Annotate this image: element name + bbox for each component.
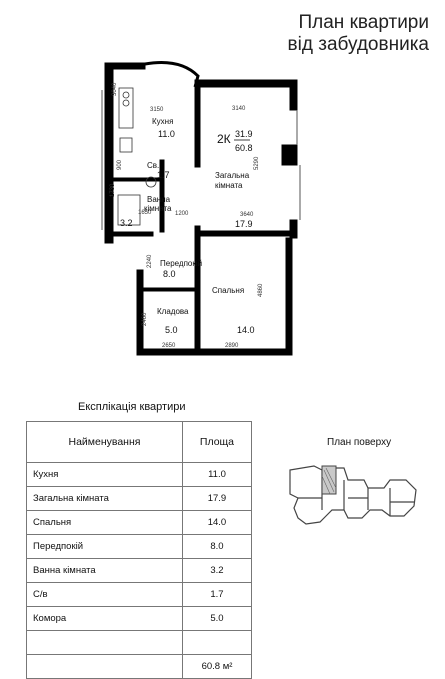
table-cell-area: 11.0 bbox=[182, 463, 251, 487]
table-cell-name: Комора bbox=[27, 607, 183, 631]
room-hall-area: 8.0 bbox=[163, 269, 176, 279]
table-cell-area: 8.0 bbox=[182, 535, 251, 559]
table-cell-total: 60.8 м² bbox=[182, 655, 251, 679]
plan-title-line1: План квартири bbox=[298, 12, 429, 33]
table-cell-area: 5.0 bbox=[182, 607, 251, 631]
room-bath-label-2: кімната bbox=[144, 204, 172, 213]
room-bath-area: 3.2 bbox=[120, 218, 133, 228]
apartment-total-area: 60.8 bbox=[235, 143, 253, 153]
table-row-empty bbox=[27, 631, 252, 655]
dim-living-depth: 5290 bbox=[254, 156, 260, 170]
table-cell-area: 1.7 bbox=[182, 583, 251, 607]
dim-bath-length: 1730 bbox=[110, 183, 116, 197]
table-row bbox=[27, 583, 252, 607]
table-cell-name: Передпокій bbox=[27, 535, 183, 559]
table-row bbox=[27, 535, 252, 559]
dim-kitchen-width: 3150 bbox=[150, 107, 164, 113]
table-row-total bbox=[27, 655, 252, 679]
room-wc-label: Св. bbox=[147, 161, 160, 170]
room-living-area: 17.9 bbox=[235, 219, 253, 229]
table-row bbox=[27, 511, 252, 535]
table-cell-name: Ванна кімната bbox=[27, 559, 183, 583]
table-cell-empty bbox=[27, 655, 183, 679]
table-cell-area: 17.9 bbox=[182, 487, 251, 511]
table-cell-empty bbox=[182, 631, 251, 655]
explication-col-area: Площа bbox=[182, 422, 251, 463]
room-bedroom-area: 14.0 bbox=[237, 325, 255, 335]
dim-storage-width: 2650 bbox=[162, 343, 176, 349]
floor-plan-title: План поверху bbox=[327, 437, 392, 448]
dim-bedroom-width: 2890 bbox=[225, 343, 239, 349]
table-cell-name: Загальна кімната bbox=[27, 487, 183, 511]
room-bath-label: Ванна bbox=[147, 195, 171, 204]
dim-hall-width: 1200 bbox=[175, 211, 189, 217]
explication-header-row bbox=[27, 422, 252, 463]
dim-bath-width: 1650 bbox=[138, 210, 152, 216]
dim-living-width: 3140 bbox=[232, 106, 246, 112]
explication-title: Експлікація квартири bbox=[78, 401, 186, 413]
plan-title-line2: від забудовника bbox=[287, 34, 429, 55]
room-wc-area: 1.7 bbox=[157, 170, 170, 180]
room-storage-label: Кладова bbox=[157, 307, 189, 316]
dim-kitchen-depth: 3040 bbox=[112, 82, 118, 96]
table-cell-name: Спальня bbox=[27, 511, 183, 535]
room-living-label-2: кімната bbox=[215, 181, 243, 190]
room-living-label: Загальна bbox=[215, 171, 250, 180]
room-kitchen-area: 11.0 bbox=[158, 129, 175, 139]
dim-storage-depth: 2460 bbox=[142, 312, 148, 326]
apartment-rooms-count: 2К bbox=[217, 132, 231, 146]
table-row bbox=[27, 487, 252, 511]
room-kitchen-label: Кухня bbox=[152, 117, 174, 126]
explication-col-name: Найменування bbox=[27, 422, 183, 463]
table-row bbox=[27, 463, 252, 487]
table-cell-empty bbox=[27, 631, 183, 655]
explication-table bbox=[26, 421, 252, 679]
room-storage-area: 5.0 bbox=[165, 325, 178, 335]
dim-living-length: 3640 bbox=[240, 212, 254, 218]
table-cell-area: 14.0 bbox=[182, 511, 251, 535]
table-cell-name: Кухня bbox=[27, 463, 183, 487]
dim-hall-depth: 2240 bbox=[147, 254, 153, 268]
table-row bbox=[27, 559, 252, 583]
room-hall-label: Передпокій bbox=[160, 259, 203, 268]
table-row bbox=[27, 607, 252, 631]
apartment-living-area: 31.9 bbox=[235, 129, 253, 139]
dim-bedroom-depth: 4860 bbox=[258, 283, 264, 297]
floor-plan-thumbnail bbox=[286, 458, 426, 538]
table-cell-area: 3.2 bbox=[182, 559, 251, 583]
room-bedroom-label: Спальня bbox=[212, 286, 245, 295]
dim-wc-width: 900 bbox=[117, 159, 123, 170]
table-cell-name: С/в bbox=[27, 583, 183, 607]
